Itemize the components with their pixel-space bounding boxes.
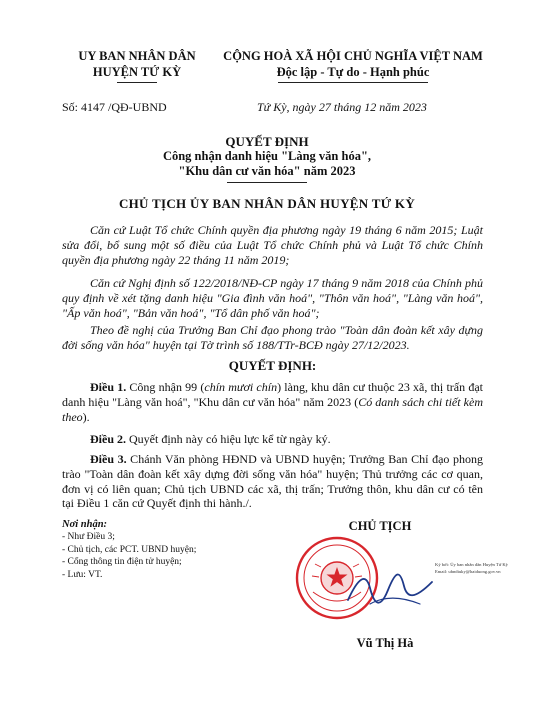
article-2-label: Điều 2. — [90, 432, 126, 446]
title-subject-1: Công nhận danh hiệu "Làng văn hóa", — [162, 149, 372, 163]
legal-basis-2: Căn cứ Nghị định số 122/2018/NĐ-CP ngày 17 tháng 9 năm 2018 của Chính phủ quy định về xét tặng danh hiệu "Gia đình văn hoá", "Thôn văn hoá", "Làng văn hoá", "Ấp văn hoá", "Bản văn hoá", "Tổ dân phố văn hoá"; — [62, 276, 483, 320]
digital-email: Email: ubndtuky@haiduong.gov.vn — [435, 569, 501, 574]
article-2-text: Quyết định này có hiệu lực kể từ ngày ký. — [126, 432, 331, 446]
article-3 — [62, 452, 483, 511]
article-1 — [62, 380, 483, 424]
signer-title: CHỦ TỊCH — [348, 519, 412, 533]
recipients-list — [62, 531, 196, 581]
national-motto: Độc lập - Tự do - Hạnh phúc — [276, 65, 430, 79]
digital-signature-info — [435, 561, 525, 575]
article-1-text-a: Công nhận 99 ( — [126, 380, 205, 394]
recipient-item: - Cổng thông tin điện tử huyện; — [62, 557, 182, 567]
article-1-label: Điều 1. — [90, 380, 127, 394]
article-3-text: Chánh Văn phòng HĐND và UBND huyện; Trưởng Ban Chỉ đạo phong trào "Toàn dân đoàn kết xây dựng đời sống văn hóa" huyện; Thủ trưởng các cơ quan, đơn vị có liên quan; Chủ tịch UBND các xã, thị trấn; Trưởng thôn, khu dân cư có tên tại Điều 1 căn cứ Quyết định thi hành./. — [62, 452, 483, 511]
decision-title — [100, 134, 434, 183]
national-name: CỘNG HOÀ XÃ HỘI CHỦ NGHĨA VIỆT NAM — [223, 49, 483, 63]
article-1-text-e: ). — [82, 409, 90, 424]
issuing-agency-header — [62, 48, 212, 83]
title-underline — [227, 182, 307, 183]
authority-heading: CHỦ TỊCH ỦY BAN NHÂN DÂN HUYỆN TỨ KỲ — [118, 196, 416, 211]
article-1-text-d: Có danh sách chi tiết kèm theo — [62, 394, 483, 424]
decision-heading: QUYẾT ĐỊNH: — [228, 358, 317, 373]
agency-line-2: HUYỆN TỨ KỲ — [92, 65, 182, 79]
article-1-text-b: chín mươi chín — [204, 380, 278, 394]
document-number: Số: 4147 /QĐ-UBND — [62, 100, 167, 114]
recipient-item: - Chủ tịch, các PCT. UBND huyện; — [62, 544, 197, 555]
legal-basis-1: Căn cứ Luật Tổ chức Chính quyền địa phương ngày 19 tháng 6 năm 2015; Luật sửa đổi, bổ sung một số điều của Luật Tổ chức Chính phủ và Luật Tổ chức Chính quyền địa phương ngày 22 tháng 11 năm 2019; — [62, 223, 483, 267]
title-kind: QUYẾT ĐỊNH — [225, 134, 309, 149]
handwritten-signature-icon — [340, 560, 440, 620]
title-subject-2: "Khu dân cư văn hóa" năm 2023 — [178, 164, 356, 178]
recipient-item: - Lưu: VT. — [62, 569, 103, 580]
article-2 — [62, 432, 483, 447]
article-3-label: Điều 3. — [90, 452, 127, 466]
recipient-item: - Như Điều 3; — [62, 532, 115, 542]
digital-signer: Ký bởi: Ủy ban nhân dân Huyện Tứ Kỳ — [435, 562, 508, 567]
agency-underline — [117, 82, 157, 83]
signer-name: Vũ Thị Hà — [356, 636, 414, 650]
motto-underline — [278, 82, 428, 83]
article-1-text-c: ) làng, khu dân cư thuộc 23 xã, thị trấn đạt danh hiệu "Làng văn hoá", "Khu dân cư văn hóa" năm 2023 ( — [62, 380, 483, 409]
place-date-line: Tứ Kỳ, ngày 27 tháng 12 năm 2023 — [257, 100, 427, 114]
national-header — [222, 48, 484, 83]
legal-basis-3: Theo đề nghị của Trưởng Ban Chỉ đạo phong trào "Toàn dân đoàn kết xây dựng đời sống văn hóa" huyện tại Tờ trình số 188/TTr-BCĐ ngày 27/12/2023. — [62, 323, 483, 352]
recipients-heading: Nơi nhận: — [62, 519, 108, 530]
agency-line-1: UY BAN NHÂN DÂN — [78, 49, 196, 63]
